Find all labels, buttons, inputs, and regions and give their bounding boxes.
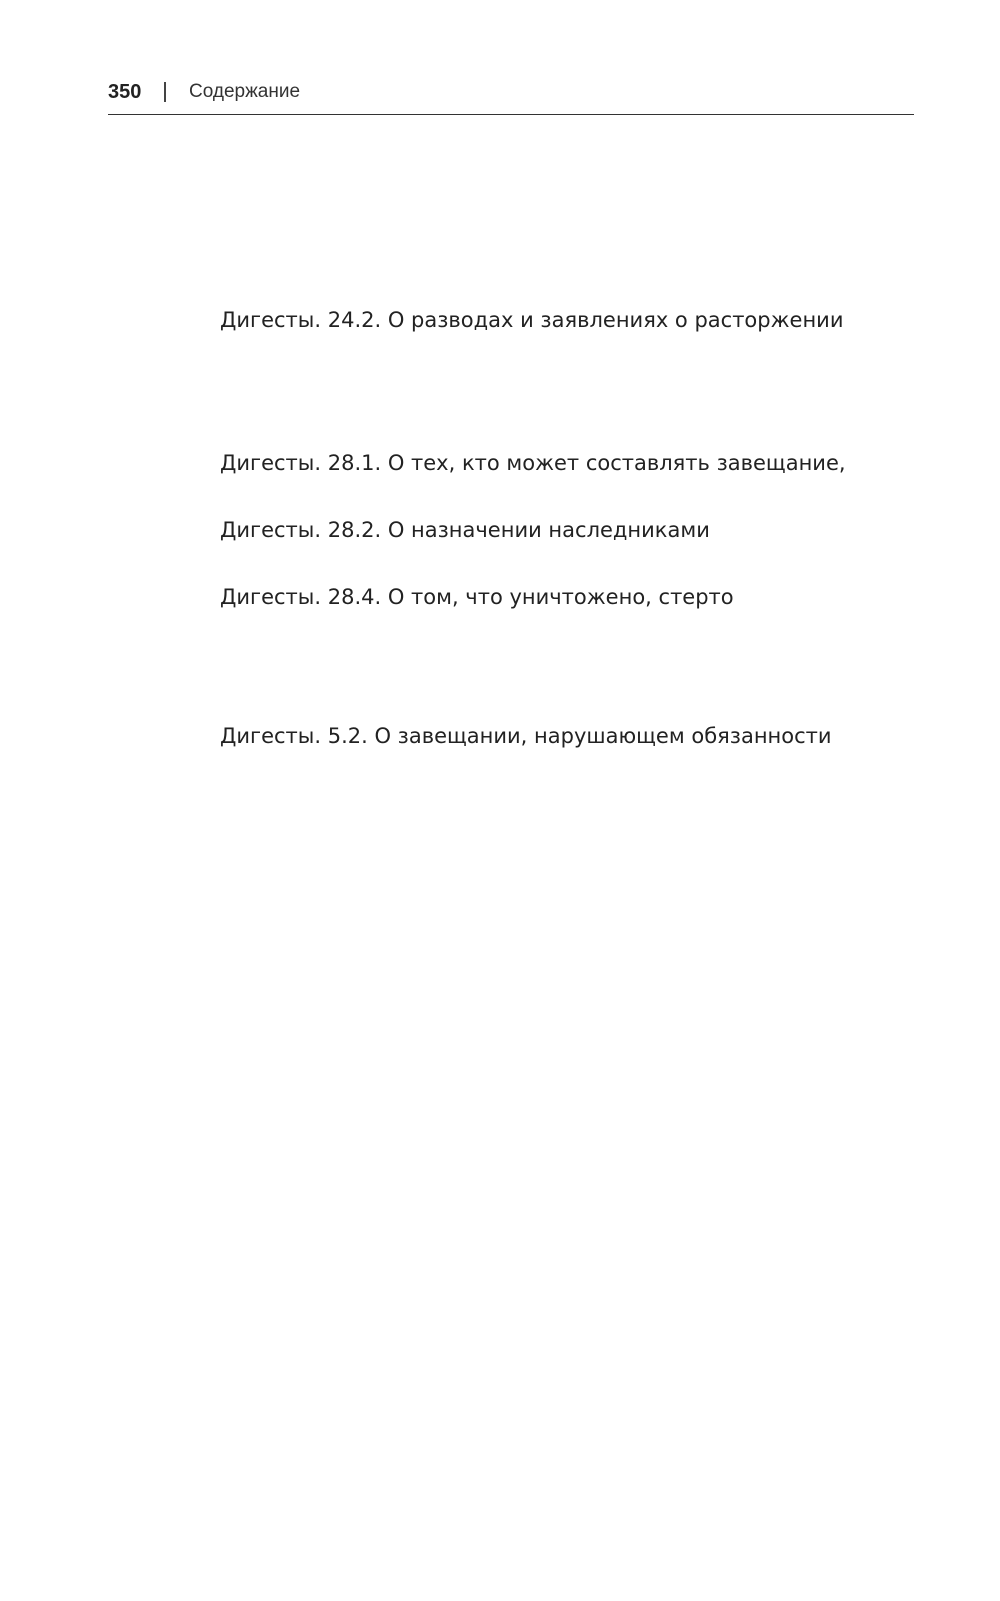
- header-title: Содержание: [189, 81, 301, 102]
- toc-entry-title-line1: Дигесты. 28.2. О назначении наследниками: [220, 518, 710, 542]
- header-separator: [164, 82, 166, 102]
- page-number: 350: [108, 81, 142, 103]
- toc-entry-title-line1: Дигесты. 24.2. О разводах и заявлениях о расторжении: [220, 308, 844, 332]
- toc-entry-title-line1: Дигесты. 5.2. О завещании, нарушающем обязанности: [220, 724, 832, 748]
- toc-entry-title-line1: Дигесты. 28.1. О тех, кто может составлять завещание,: [220, 451, 846, 475]
- running-header: [108, 78, 914, 115]
- toc-entry-title-line1: Дигесты. 28.4. О том, что уничтожено, стерто: [220, 585, 734, 609]
